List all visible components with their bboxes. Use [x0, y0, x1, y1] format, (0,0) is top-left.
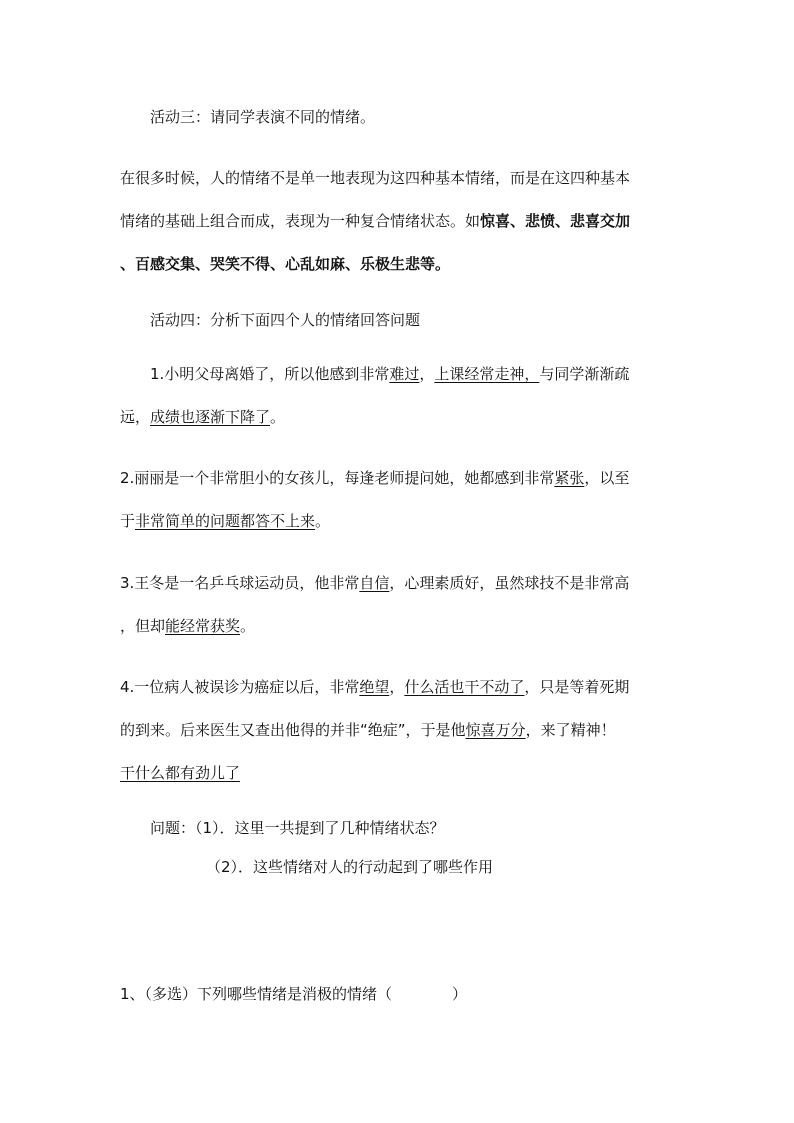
activity4-heading: 活动四：分析下面四个人的情绪回答问题 [150, 311, 421, 329]
exercise-question-1: 1、（多选）下列哪些情绪是消极的情绪（ ） [120, 985, 468, 1003]
compound-emotion-line-3 [120, 253, 450, 275]
case3-line-2: ，但却能经常获奖。 [120, 617, 256, 635]
case2-line-2: 于非常简单的问题都答不上来。 [120, 512, 331, 530]
case4-line-1: 4.一位病人被误诊为癌症以后，非常绝望，什么活也干不动了，只是等着死期 [120, 678, 630, 696]
compound-emotion-line-1: 在很多时候，人的情绪不是单一地表现为这四种基本情绪，而是在这四种基本 [120, 169, 631, 187]
case4-line-2: 的到来。后来医生又查出他得的并非“绝症”，于是他惊喜万分，来了精神！ [120, 721, 616, 739]
case2-line-1: 2.丽丽是一个非常胆小的女孩儿，每逢老师提问她，她都感到非常紧张，以至 [120, 469, 630, 487]
activity3-heading: 活动三：请同学表演不同的情绪。 [150, 108, 376, 126]
compound-examples-bold-cont: 、百感交集、哭笑不得、心乱如麻、乐极生悲等。 [120, 255, 451, 273]
case4-line-3: 干什么都有劲儿了 [120, 764, 241, 782]
compound-examples-bold: 惊喜、悲愤、悲喜交加 [480, 212, 631, 230]
compound-emotion-line-2: 情绪的基础上组合而成，表现为一种复合情绪状态。如惊喜、悲愤、悲喜交加 [120, 212, 631, 230]
case1-line-1: 1.小明父母离婚了，所以他感到非常难过，上课经常走神，与同学渐渐疏 [150, 365, 630, 383]
case1-line-2: 远，成绩也逐渐下降了。 [120, 408, 286, 426]
question-1: 问题：（1）．这里一共提到了几种情绪状态？ [150, 819, 445, 837]
case3-line-1: 3.王冬是一名乒乓球运动员，他非常自信，心理素质好，虽然球技不是非常高 [120, 574, 630, 592]
question-2: （2）．这些情绪对人的行动起到了哪些作用 [206, 858, 494, 876]
